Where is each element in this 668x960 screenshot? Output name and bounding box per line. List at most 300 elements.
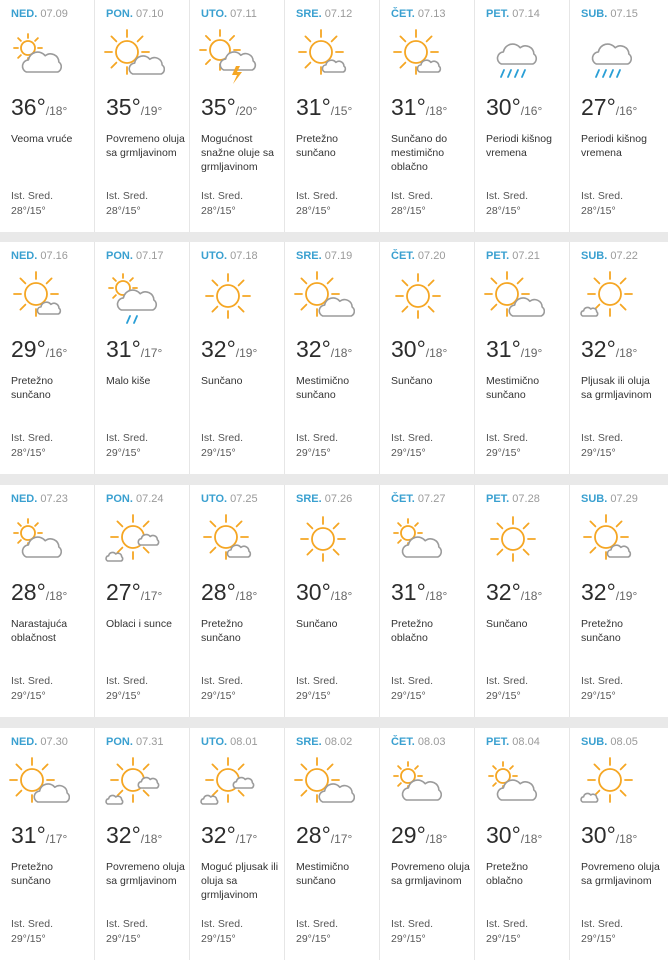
temperature	[11, 94, 67, 121]
avg-value: 29°/15°	[11, 933, 46, 945]
avg-value: 29°/15°	[391, 447, 426, 459]
day-card[interactable]	[95, 728, 190, 960]
historical-average	[11, 189, 53, 219]
weather-description: Oblaci i sunce	[106, 618, 172, 630]
avg-label: Ist. Sred.	[106, 432, 149, 444]
temp-high: 35°	[201, 94, 236, 120]
day-card[interactable]	[95, 485, 190, 717]
temp-low: /19°	[520, 346, 543, 360]
avg-value: 29°/15°	[296, 447, 331, 459]
day-date	[11, 736, 68, 748]
temp-low: /17°	[330, 832, 353, 846]
avg-label: Ist. Sred.	[581, 918, 624, 930]
day-name: SUB.	[581, 250, 608, 262]
temp-low: /18°	[425, 832, 448, 846]
day-card[interactable]	[570, 485, 668, 717]
weather-description: Pljusak ili oluja sa grmljavinom	[581, 375, 652, 401]
historical-average	[201, 674, 243, 704]
day-date	[391, 493, 445, 505]
date-value: 07.20	[417, 250, 446, 262]
temperature	[201, 336, 257, 363]
day-name: UTO.	[201, 250, 228, 262]
historical-average	[11, 917, 53, 947]
temperature	[486, 579, 542, 606]
temp-high: 31°	[486, 336, 521, 362]
temp-high: 30°	[486, 94, 521, 120]
temperature	[296, 579, 352, 606]
day-name: UTO.	[201, 8, 228, 20]
avg-value: 29°/15°	[106, 447, 141, 459]
weather-description: Sunčano	[201, 375, 243, 387]
mostly-sunny-icon	[196, 511, 260, 569]
temperature	[391, 94, 447, 121]
temperature	[581, 94, 637, 121]
day-card[interactable]	[95, 0, 190, 232]
day-name: UTO.	[201, 736, 228, 748]
day-name: PET.	[486, 736, 510, 748]
weather-description: Povremeno oluja sa grmljavinom	[581, 861, 660, 887]
avg-label: Ist. Sred.	[581, 675, 624, 687]
day-name: SUB.	[581, 736, 608, 748]
temp-low: /15°	[330, 104, 353, 118]
avg-label: Ist. Sred.	[486, 190, 529, 202]
historical-average	[296, 917, 338, 947]
day-card[interactable]	[380, 485, 475, 717]
day-card[interactable]	[380, 728, 475, 960]
historical-average	[581, 189, 623, 219]
temp-high: 28°	[11, 579, 46, 605]
day-date	[11, 250, 68, 262]
historical-average	[581, 674, 623, 704]
temp-high: 29°	[11, 336, 46, 362]
avg-label: Ist. Sred.	[486, 432, 529, 444]
temperature	[296, 94, 352, 121]
mostly-sunny-icon	[291, 26, 355, 84]
temp-high: 31°	[391, 579, 426, 605]
day-date	[11, 493, 68, 505]
temp-high: 31°	[11, 822, 46, 848]
weather-description: Sunčano	[486, 618, 528, 630]
temp-low: /18°	[520, 589, 543, 603]
weather-description: Pretežno oblačno	[391, 618, 434, 644]
temp-low: /18°	[235, 589, 258, 603]
day-name: PET.	[486, 250, 510, 262]
temperature	[11, 822, 67, 849]
day-date	[486, 250, 540, 262]
partly-cloudy-icon	[386, 754, 450, 812]
day-card[interactable]	[190, 728, 285, 960]
day-date	[581, 493, 638, 505]
date-value: 07.09	[40, 8, 68, 20]
date-value: 07.27	[417, 493, 446, 505]
forecast-week	[0, 0, 668, 232]
forecast-week	[0, 242, 668, 474]
date-value: 08.05	[610, 736, 638, 748]
date-value: 07.14	[512, 8, 540, 20]
temp-low: /18°	[425, 589, 448, 603]
avg-label: Ist. Sred.	[486, 918, 529, 930]
weather-description: Povremeno oluja sa grmljavinom	[391, 861, 470, 887]
day-date	[391, 8, 445, 20]
mostly-sunny-icon	[576, 511, 640, 569]
historical-average	[391, 189, 433, 219]
weather-description: Malo kiše	[106, 375, 151, 387]
temp-high: 27°	[106, 579, 141, 605]
avg-value: 29°/15°	[391, 933, 426, 945]
avg-label: Ist. Sred.	[296, 190, 339, 202]
avg-value: 28°/15°	[486, 205, 521, 217]
date-value: 07.31	[135, 736, 164, 748]
day-date	[296, 8, 352, 20]
avg-label: Ist. Sred.	[201, 918, 244, 930]
date-value: 08.01	[230, 736, 258, 748]
day-name: NED.	[11, 493, 38, 505]
avg-label: Ist. Sred.	[11, 432, 54, 444]
temp-low: /18°	[615, 346, 638, 360]
temp-low: /17°	[235, 832, 258, 846]
date-value: 07.18	[230, 250, 258, 262]
historical-average	[391, 674, 433, 704]
temperature	[486, 94, 542, 121]
historical-average	[581, 431, 623, 461]
partly-cloudy-icon	[6, 26, 70, 84]
avg-label: Ist. Sred.	[486, 675, 529, 687]
day-name: ČET.	[391, 736, 415, 748]
weather-description: Pretežno sunčano	[201, 618, 244, 644]
weather-description: Mestimično sunčano	[296, 861, 350, 887]
temp-low: /17°	[140, 589, 163, 603]
sun-small-cloud-icon	[576, 268, 640, 326]
temp-low: /18°	[45, 104, 68, 118]
date-value: 07.15	[610, 8, 638, 20]
day-date	[106, 736, 164, 748]
avg-value: 29°/15°	[106, 690, 141, 702]
temp-low: /18°	[520, 832, 543, 846]
weather-description: Sunčano	[296, 618, 338, 630]
day-card[interactable]	[475, 728, 570, 960]
date-value: 07.13	[417, 8, 446, 20]
temperature	[486, 336, 542, 363]
temp-high: 36°	[11, 94, 46, 120]
avg-value: 28°/15°	[296, 205, 331, 217]
date-value: 08.02	[324, 736, 353, 748]
date-value: 08.04	[512, 736, 540, 748]
date-value: 07.26	[324, 493, 353, 505]
temp-low: /18°	[45, 589, 68, 603]
day-name: PON.	[106, 736, 133, 748]
temp-low: /20°	[235, 104, 258, 118]
date-value: 07.16	[40, 250, 68, 262]
sun-two-clouds-icon	[196, 754, 260, 812]
day-name: PET.	[486, 493, 510, 505]
avg-value: 28°/15°	[201, 205, 236, 217]
temperature	[201, 579, 257, 606]
sun-cloud-icon	[291, 268, 355, 326]
date-value: 07.12	[324, 8, 353, 20]
rain-cloud-icon	[481, 26, 545, 84]
temperature	[106, 579, 162, 606]
temperature	[201, 94, 257, 121]
weather-description: Mogućnost snažne oluje sa grmljavinom	[201, 133, 274, 173]
date-value: 07.28	[512, 493, 540, 505]
day-date	[296, 493, 352, 505]
weather-description: Mestimično sunčano	[296, 375, 350, 401]
day-name: PON.	[106, 250, 133, 262]
avg-value: 29°/15°	[486, 690, 521, 702]
temp-low: /18°	[140, 832, 163, 846]
date-value: 07.22	[610, 250, 638, 262]
weather-description: Moguć pljusak ili oluja sa grmljavinom	[201, 861, 279, 901]
avg-label: Ist. Sred.	[391, 432, 434, 444]
avg-label: Ist. Sred.	[11, 918, 54, 930]
temperature	[581, 822, 637, 849]
historical-average	[201, 431, 243, 461]
day-name: ČET.	[391, 250, 415, 262]
avg-label: Ist. Sred.	[106, 918, 149, 930]
day-date	[391, 736, 445, 748]
day-date	[106, 8, 164, 20]
day-name: NED.	[11, 736, 38, 748]
day-card[interactable]	[95, 242, 190, 474]
temp-high: 30°	[296, 579, 331, 605]
date-value: 07.21	[512, 250, 540, 262]
day-name: ČET.	[391, 8, 415, 20]
partly-cloudy-icon	[481, 754, 545, 812]
temp-high: 31°	[391, 94, 426, 120]
day-date	[486, 8, 540, 20]
day-card[interactable]	[0, 728, 95, 960]
temp-high: 30°	[581, 822, 616, 848]
avg-value: 29°/15°	[296, 690, 331, 702]
temp-low: /18°	[615, 832, 638, 846]
weather-description: Veoma vruće	[11, 133, 73, 145]
temp-high: 35°	[106, 94, 141, 120]
temp-high: 32°	[201, 822, 236, 848]
day-date	[296, 736, 352, 748]
temperature	[106, 336, 162, 363]
date-value: 08.03	[417, 736, 446, 748]
day-name: NED.	[11, 250, 38, 262]
forecast-week	[0, 728, 668, 960]
sun-two-clouds-icon	[101, 511, 165, 569]
avg-value: 29°/15°	[486, 447, 521, 459]
temp-high: 32°	[296, 336, 331, 362]
temperature	[11, 579, 67, 606]
historical-average	[106, 917, 148, 947]
thunderstorm-icon	[196, 26, 260, 84]
day-card[interactable]	[190, 0, 285, 232]
avg-value: 29°/15°	[581, 690, 616, 702]
temperature	[581, 336, 637, 363]
day-date	[106, 250, 164, 262]
avg-value: 28°/15°	[106, 205, 141, 217]
historical-average	[106, 189, 148, 219]
historical-average	[106, 431, 148, 461]
temp-low: /16°	[45, 346, 68, 360]
avg-label: Ist. Sred.	[11, 675, 54, 687]
avg-label: Ist. Sred.	[106, 675, 149, 687]
avg-label: Ist. Sred.	[296, 918, 339, 930]
avg-label: Ist. Sred.	[201, 190, 244, 202]
weather-description: Pretežno sunčano	[296, 133, 339, 159]
historical-average	[106, 674, 148, 704]
day-card[interactable]	[0, 0, 95, 232]
avg-label: Ist. Sred.	[391, 190, 434, 202]
avg-value: 29°/15°	[201, 933, 236, 945]
mostly-sunny-icon	[386, 26, 450, 84]
historical-average	[201, 917, 243, 947]
temp-high: 30°	[486, 822, 521, 848]
date-value: 07.24	[135, 493, 164, 505]
avg-label: Ist. Sred.	[296, 432, 339, 444]
day-card[interactable]	[285, 728, 380, 960]
historical-average	[486, 917, 528, 947]
historical-average	[296, 674, 338, 704]
day-card[interactable]	[475, 485, 570, 717]
day-date	[391, 250, 445, 262]
day-name: PET.	[486, 8, 510, 20]
avg-value: 29°/15°	[581, 933, 616, 945]
avg-label: Ist. Sred.	[106, 190, 149, 202]
temp-low: /19°	[140, 104, 163, 118]
day-card[interactable]	[190, 242, 285, 474]
avg-value: 28°/15°	[581, 205, 616, 217]
temp-low: /17°	[140, 346, 163, 360]
sun-cloud-icon	[6, 754, 70, 812]
avg-value: 28°/15°	[11, 205, 46, 217]
date-value: 07.25	[230, 493, 258, 505]
sun-icon	[386, 268, 450, 326]
temp-high: 30°	[391, 336, 426, 362]
temp-high: 27°	[581, 94, 616, 120]
day-date	[106, 493, 164, 505]
weather-description: Pretežno sunčano	[11, 861, 54, 887]
date-value: 07.19	[324, 250, 353, 262]
day-card[interactable]	[190, 485, 285, 717]
rain-cloud-icon	[576, 26, 640, 84]
day-name: PON.	[106, 8, 133, 20]
weather-description: Periodi kišnog vremena	[486, 133, 552, 159]
temp-high: 29°	[391, 822, 426, 848]
date-value: 07.23	[40, 493, 68, 505]
day-card[interactable]	[285, 0, 380, 232]
day-name: NED.	[11, 8, 38, 20]
temp-low: /18°	[425, 346, 448, 360]
day-card[interactable]	[570, 0, 668, 232]
avg-label: Ist. Sred.	[391, 918, 434, 930]
sun-rain-icon	[101, 268, 165, 326]
temp-high: 32°	[201, 336, 236, 362]
weather-description: Povremeno oluja sa grmljavinom	[106, 861, 185, 887]
day-date	[581, 736, 638, 748]
weather-description: Pretežno sunčano	[11, 375, 54, 401]
day-date	[201, 493, 258, 505]
day-card[interactable]	[570, 728, 668, 960]
day-date	[581, 250, 638, 262]
temp-low: /17°	[45, 832, 68, 846]
historical-average	[486, 189, 528, 219]
weather-description: Povremeno oluja sa grmljavinom	[106, 133, 185, 159]
date-value: 07.10	[135, 8, 164, 20]
sun-cloud-icon	[291, 754, 355, 812]
temp-high: 32°	[581, 336, 616, 362]
avg-value: 29°/15°	[201, 690, 236, 702]
date-value: 07.30	[40, 736, 68, 748]
day-name: UTO.	[201, 493, 228, 505]
day-date	[201, 8, 257, 20]
avg-value: 28°/15°	[391, 205, 426, 217]
temperature	[296, 336, 352, 363]
day-name: SUB.	[581, 493, 608, 505]
sun-cloud-icon	[101, 26, 165, 84]
avg-label: Ist. Sred.	[581, 190, 624, 202]
weather-description: Periodi kišnog vremena	[581, 133, 647, 159]
historical-average	[391, 917, 433, 947]
avg-value: 29°/15°	[391, 690, 426, 702]
temp-high: 31°	[296, 94, 331, 120]
temp-low: /19°	[615, 589, 638, 603]
avg-value: 29°/15°	[296, 933, 331, 945]
day-date	[296, 250, 352, 262]
temperature	[201, 822, 257, 849]
day-name: SRE.	[296, 736, 322, 748]
historical-average	[11, 674, 53, 704]
date-value: 07.11	[230, 8, 257, 20]
temp-high: 28°	[201, 579, 236, 605]
avg-label: Ist. Sred.	[296, 675, 339, 687]
temperature	[486, 822, 542, 849]
date-value: 07.29	[610, 493, 638, 505]
weather-description: Narastajuća oblačnost	[11, 618, 68, 644]
day-card[interactable]	[285, 242, 380, 474]
day-name: PON.	[106, 493, 133, 505]
day-card[interactable]	[0, 242, 95, 474]
temperature	[391, 822, 447, 849]
date-value: 07.17	[135, 250, 164, 262]
avg-value: 28°/15°	[11, 447, 46, 459]
sun-icon	[481, 511, 545, 569]
weather-description: Sunčano	[391, 375, 433, 387]
day-date	[201, 250, 258, 262]
day-card[interactable]	[475, 242, 570, 474]
day-card[interactable]	[380, 242, 475, 474]
temp-low: /16°	[615, 104, 638, 118]
temp-high: 32°	[581, 579, 616, 605]
day-date	[201, 736, 258, 748]
temperature	[11, 336, 67, 363]
temp-high: 28°	[296, 822, 331, 848]
avg-label: Ist. Sred.	[11, 190, 54, 202]
avg-value: 29°/15°	[106, 933, 141, 945]
temp-low: /16°	[520, 104, 543, 118]
historical-average	[581, 917, 623, 947]
day-card[interactable]	[570, 242, 668, 474]
day-card[interactable]	[285, 485, 380, 717]
weather-description: Mestimično sunčano	[486, 375, 540, 401]
day-card[interactable]	[380, 0, 475, 232]
day-card[interactable]	[0, 485, 95, 717]
day-name: SUB.	[581, 8, 608, 20]
historical-average	[486, 674, 528, 704]
day-date	[581, 8, 638, 20]
day-card[interactable]	[475, 0, 570, 232]
avg-label: Ist. Sred.	[581, 432, 624, 444]
day-date	[11, 8, 68, 20]
historical-average	[11, 431, 53, 461]
temperature	[106, 822, 162, 849]
historical-average	[201, 189, 243, 219]
temperature	[391, 579, 447, 606]
